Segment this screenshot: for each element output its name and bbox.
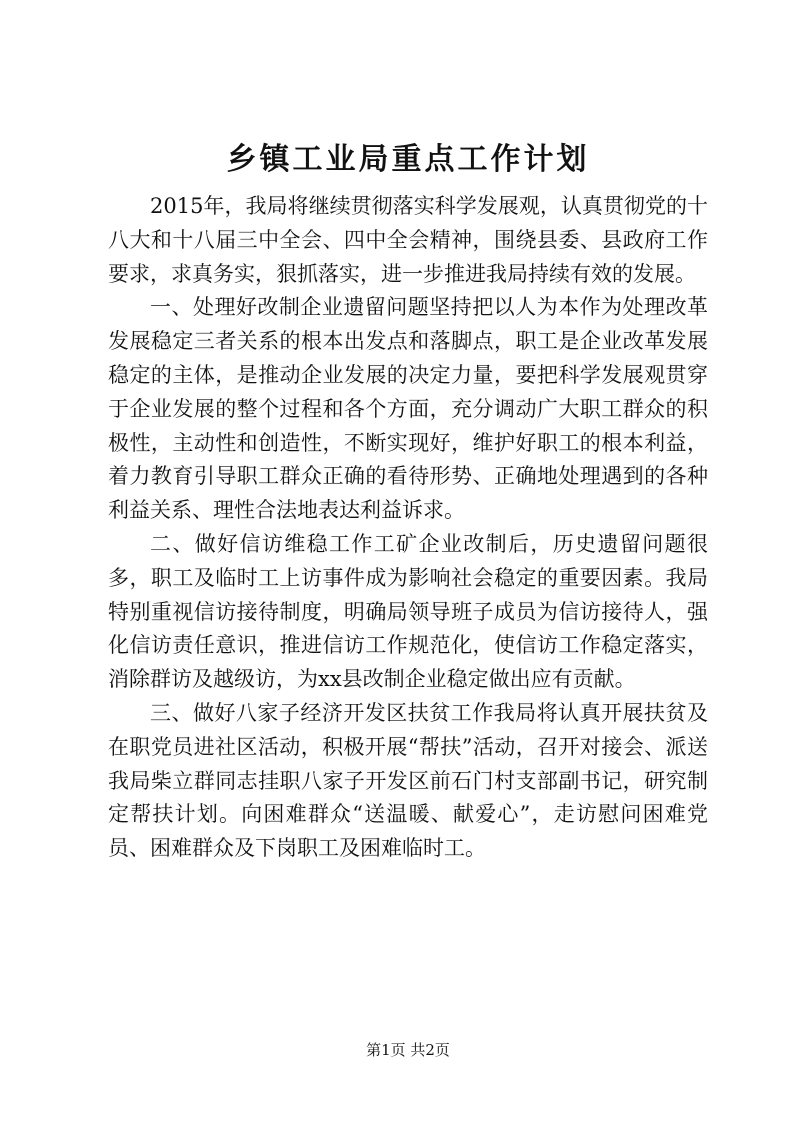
document-title: 乡镇工业局重点工作计划 — [226, 142, 590, 177]
document-page — [108, 0, 708, 1131]
page-number-footer: 第1页 共2页 — [366, 1041, 450, 1059]
paragraph-intro: 2015年，我局将继续贯彻落实科学发展观，认真贯彻党的十八大和十八届三中全会、四中全会精神，围绕县委、县政府工作要求，求真务实，狠抓落实，进一步推进我局持续有效的发展。 — [108, 194, 708, 286]
paragraph-section-2: 二、做好信访维稳工作工矿企业改制后，历史遗留问题很多，职工及临时工上访事件成为影响社会稳定的重要因素。我局特别重视信访接待制度，明确局领导班子成员为信访接待人，强化信访责任意识，推进信访工作规范化，使信访工作稳定落实，消除群访及越级访，为xx县改制企业稳定做出应有贡献。 — [108, 531, 708, 692]
paragraph-section-1: 一、处理好改制企业遗留问题坚持把以人为本作为处理改革发展稳定三者关系的根本出发点和落脚点，职工是企业改革发展稳定的主体，是推动企业发展的决定力量，要把科学发展观贯穿于企业发展的整个过程和各个方面，充分调动广大职工群众的积极性，主动性和创造性，不断实现好，维护好职工的根本利益，着力教育引导职工群众正确的看待形势、正确地处理遇到的各种利益关系、理性合法地表达利益诉求。 — [108, 295, 708, 523]
document-body — [108, 190, 708, 866]
paragraph-section-3: 三、做好八家子经济开发区扶贫工作我局将认真开展扶贫及在职党员进社区活动，积极开展“帮扶”活动，召开对接会、派送我局柴立群同志挂职八家子开发区前石门村支部副书记，研究制定帮扶计划。向困难群众“送温暖、献爱心”，走访慰问困难党员、困难群众及下岗职工及困难临时工。 — [108, 700, 708, 861]
